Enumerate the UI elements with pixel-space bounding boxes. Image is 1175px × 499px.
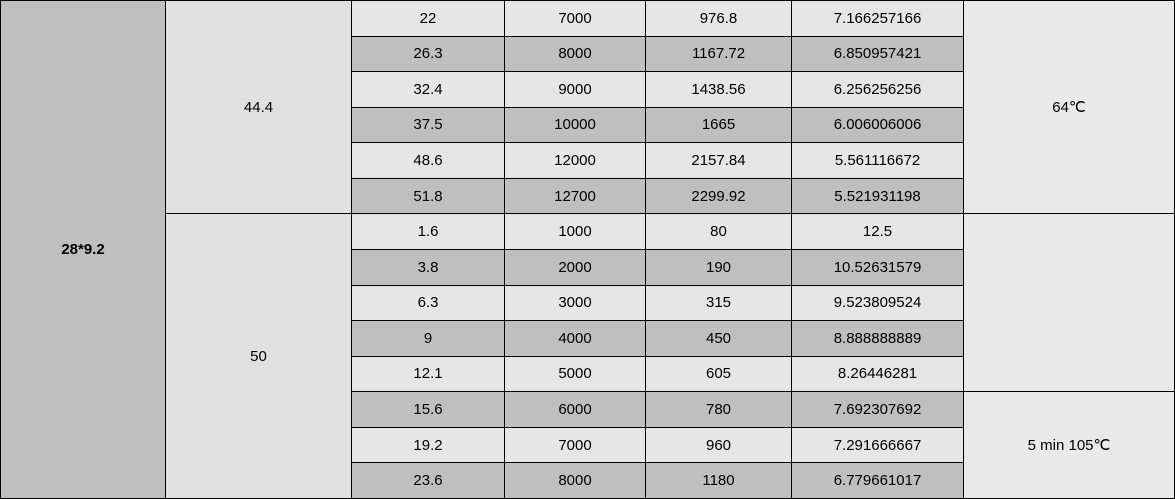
cell-g1r2c1: 9000: [505, 72, 646, 108]
cell-g1r4c3: 5.561116672: [792, 143, 964, 179]
cell-g2r3c0: 9: [352, 321, 505, 357]
cell-g1r1c1: 8000: [505, 36, 646, 72]
cell-g1r4c2: 2157.84: [646, 143, 792, 179]
cell-g2r5c2: 780: [646, 392, 792, 428]
cell-g2r2c3: 9.523809524: [792, 285, 964, 321]
cell-g1r1c0: 26.3: [352, 36, 505, 72]
cell-g1r0c0: 22: [352, 1, 505, 37]
cell-g2r5c3: 7.692307692: [792, 392, 964, 428]
cell-g1r1c2: 1167.72: [646, 36, 792, 72]
cell-g2r7c3: 6.779661017: [792, 463, 964, 499]
cell-g2r6c3: 7.291666667: [792, 427, 964, 463]
cell-g2r0c1: 1000: [505, 214, 646, 250]
cell-g2r1c3: 10.52631579: [792, 249, 964, 285]
cell-g2r1c2: 190: [646, 249, 792, 285]
cell-g1r0c2: 976.8: [646, 1, 792, 37]
cell-g2r7c0: 23.6: [352, 463, 505, 499]
cell-g1r3c3: 6.006006006: [792, 107, 964, 143]
cell-g2r3c3: 8.888888889: [792, 321, 964, 357]
cell-g2r6c2: 960: [646, 427, 792, 463]
group-label-cell-1: 44.4: [166, 1, 352, 214]
temp-label-cell-2: 5 min 105℃: [964, 392, 1175, 499]
cell-g2r3c2: 450: [646, 321, 792, 357]
cell-g2r6c0: 19.2: [352, 427, 505, 463]
cell-g1r2c3: 6.256256256: [792, 72, 964, 108]
cell-g2r0c2: 80: [646, 214, 792, 250]
cell-g1r5c0: 51.8: [352, 178, 505, 214]
cell-g1r3c2: 1665: [646, 107, 792, 143]
group-label-cell-2: 50: [166, 214, 352, 499]
cell-g1r2c2: 1438.56: [646, 72, 792, 108]
cell-g2r4c1: 5000: [505, 356, 646, 392]
cell-g2r4c3: 8.26446281: [792, 356, 964, 392]
cell-g2r0c3: 12.5: [792, 214, 964, 250]
temp-spacer-cell: [964, 214, 1175, 392]
cell-g2r7c1: 8000: [505, 463, 646, 499]
cell-g2r2c0: 6.3: [352, 285, 505, 321]
table-row: [1, 214, 1175, 250]
cell-g2r4c0: 12.1: [352, 356, 505, 392]
cell-g2r7c2: 1180: [646, 463, 792, 499]
table-body: [1, 1, 1175, 499]
cell-g2r3c1: 4000: [505, 321, 646, 357]
cell-g2r1c1: 2000: [505, 249, 646, 285]
cell-g2r5c1: 6000: [505, 392, 646, 428]
cell-g1r5c1: 12700: [505, 178, 646, 214]
cell-g1r0c3: 7.166257166: [792, 1, 964, 37]
cell-g2r6c1: 7000: [505, 427, 646, 463]
cell-g1r4c0: 48.6: [352, 143, 505, 179]
cell-g2r2c2: 315: [646, 285, 792, 321]
cell-g2r4c2: 605: [646, 356, 792, 392]
temp-label-cell-1: 64℃: [964, 1, 1175, 214]
cell-g2r0c0: 1.6: [352, 214, 505, 250]
cell-g1r3c0: 37.5: [352, 107, 505, 143]
cell-g1r4c1: 12000: [505, 143, 646, 179]
cell-g1r5c2: 2299.92: [646, 178, 792, 214]
cell-g1r0c1: 7000: [505, 1, 646, 37]
cell-g1r1c3: 6.850957421: [792, 36, 964, 72]
cell-g1r2c0: 32.4: [352, 72, 505, 108]
cell-g1r3c1: 10000: [505, 107, 646, 143]
table-row: [1, 1, 1175, 37]
cell-g1r5c3: 5.521931198: [792, 178, 964, 214]
cell-g2r5c0: 15.6: [352, 392, 505, 428]
cell-g2r2c1: 3000: [505, 285, 646, 321]
cell-g2r1c0: 3.8: [352, 249, 505, 285]
size-label-cell: 28*9.2: [1, 1, 166, 499]
